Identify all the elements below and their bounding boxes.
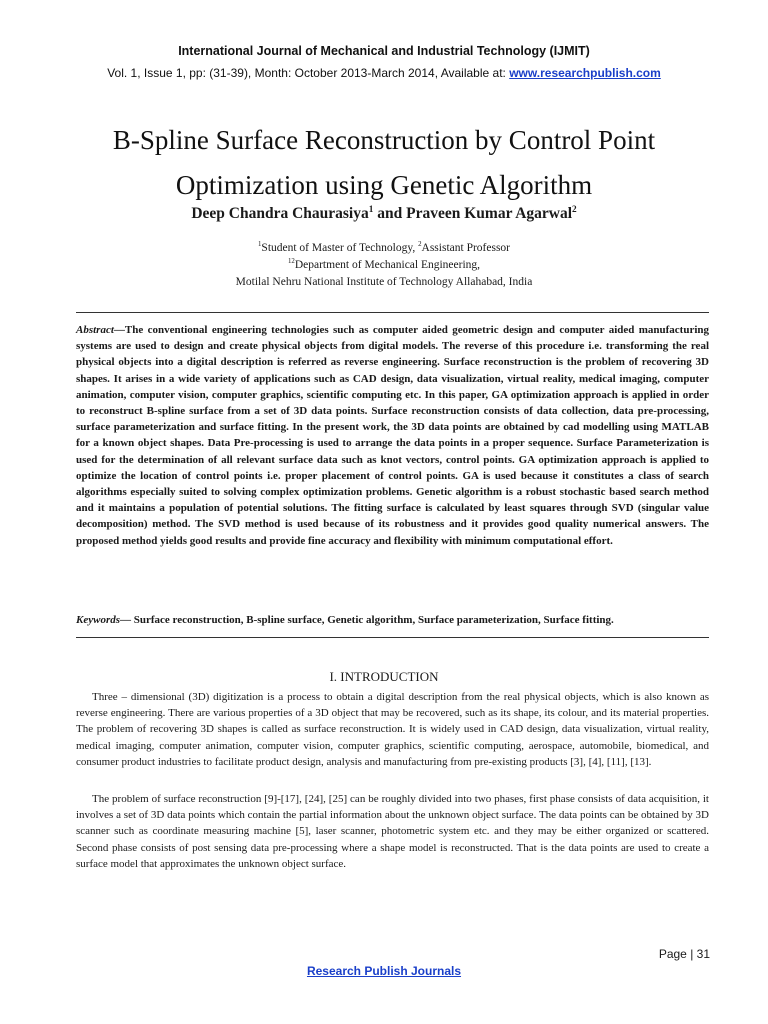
- author-2: Praveen Kumar Agarwal: [406, 205, 573, 222]
- abstract: [76, 322, 709, 549]
- keywords-text: — Surface reconstruction, B-spline surface, Genetic algorithm, Surface parameterization, Surface fitting.: [120, 614, 614, 626]
- affiliation-department: [0, 259, 768, 271]
- authors: [0, 205, 768, 223]
- affil-sup: 12: [287, 258, 295, 266]
- abstract-text: —The conventional engineering technologies such as computer aided geometric design and computer aided manufacturing systems are used to design and create physical objects from digital models. The reverse of this procedure i.e. transforming the real physical objects into a digital description is referred as reverse engineering. Surface reconstruction is the problem of recovering 3D shapes. It arises in a wide variety of applications such as CAD design, data visualization, virtual reality, medical imaging, computer animation, computer vision, computer graphics, scientific computing etc. In this paper, GA optimization approach is applied in order to reconstruct B-spline surface from a set of 3D data points. Surface reconstruction consists of data collection, data pre-processing, surface parameterization and surface fitting. In the present work, the 3D data points are obtained by cad modelling using MATLAB for a known object shapes. Data Pre-processing is used to arrange the data points in a proper sequence. Surface Parameterization is used for the determination of all relevant surface data such as knot vectors, control points. GA optimization approach is applied to optimize the location of control points i.e. proper placement of control points. GA is used because it constitutes a class of search algorithms especially suited to solving complex optimization problems. Genetic algorithm is a robust stochastic based search method and it maintains a population of potential solutions. The fitting surface is calculated by least squares through SVD (singular value decomposition) method. The SVD method is used because of its robustness and it provides good quality numerical answers. The proposed method yields good results and provide fine accuracy and flexibility with minimum computational effort.: [76, 324, 709, 547]
- affiliation-institute: Motilal Nehru National Institute of Technology Allahabad, India: [235, 276, 533, 288]
- page-number: Page | 31: [658, 947, 710, 961]
- journal-issue-line: [0, 66, 768, 80]
- keywords-label: Keywords: [76, 614, 120, 626]
- body-paragraph: Three – dimensional (3D) digitization is a process to obtain a digital description from the real physical objects, which is also known as reverse engineering. There are various properties of a 3D object that may be recovered, such as its shape, its colour, and its material properties. The problem of recovering 3D shapes is called as surface reconstruction. It is widely used in CAD design, data visualization, virtual reality, medical imaging, computer animation, computer vision, computer graphics, scientific computing, aerospace, automobile, biomedical, and consumer product industries to facilitate product design, analysis and manufacturing from pre-existing products [3], [4], [11], [13].: [76, 691, 709, 768]
- author-1-sup: 1: [368, 204, 374, 215]
- affil-sup: 1: [257, 241, 262, 249]
- body-paragraph: The problem of surface reconstruction [9]-[17], [24], [25] can be roughly divided into two phases, first phase consists of data acquisition, it involves a set of 3D data points which contain the partial information about the unknown object surface. The data points can be obtained by 3D scanner such as coordinate measuring machine [5], laser scanner, photometric system etc. and they may be either organized or scattered. Second phase consists of post sensing data pre-processing where a shape model is reconstructed. That is the data points are used to create a surface model that approximates the unknown object surface.: [76, 793, 709, 870]
- title-line-1: B-Spline Surface Reconstruction by Control Point: [112, 125, 656, 155]
- abstract-label: Abstract: [76, 324, 114, 336]
- affiliation-roles: [0, 242, 768, 254]
- divider: [76, 312, 709, 313]
- author-1: Deep Chandra Chaurasiya: [191, 205, 369, 222]
- publisher-link[interactable]: Research Publish Journals: [306, 964, 462, 978]
- divider: [76, 637, 709, 638]
- section-heading: I. INTRODUCTION: [329, 669, 439, 684]
- journal-name: International Journal of Mechanical and Industrial Technology (IJMIT): [178, 44, 590, 58]
- keywords: [76, 614, 709, 626]
- website-link[interactable]: www.researchpublish.com: [509, 66, 661, 80]
- issue-text: Vol. 1, Issue 1, pp: (31-39), Month: October 2013-March 2014, Available at:: [107, 66, 510, 80]
- affil-sup: 2: [418, 241, 422, 249]
- affil-text: Student of Master of Technology,: [261, 242, 419, 254]
- affil-text: Assistant Professor: [421, 242, 511, 254]
- title-line-2: Optimization using Genetic Algorithm: [175, 170, 593, 200]
- affil-text: Department of Mechanical Engineering,: [294, 259, 481, 271]
- author-2-sup: 2: [572, 204, 577, 215]
- paper-title: [40, 118, 728, 208]
- author-and: and: [373, 205, 407, 222]
